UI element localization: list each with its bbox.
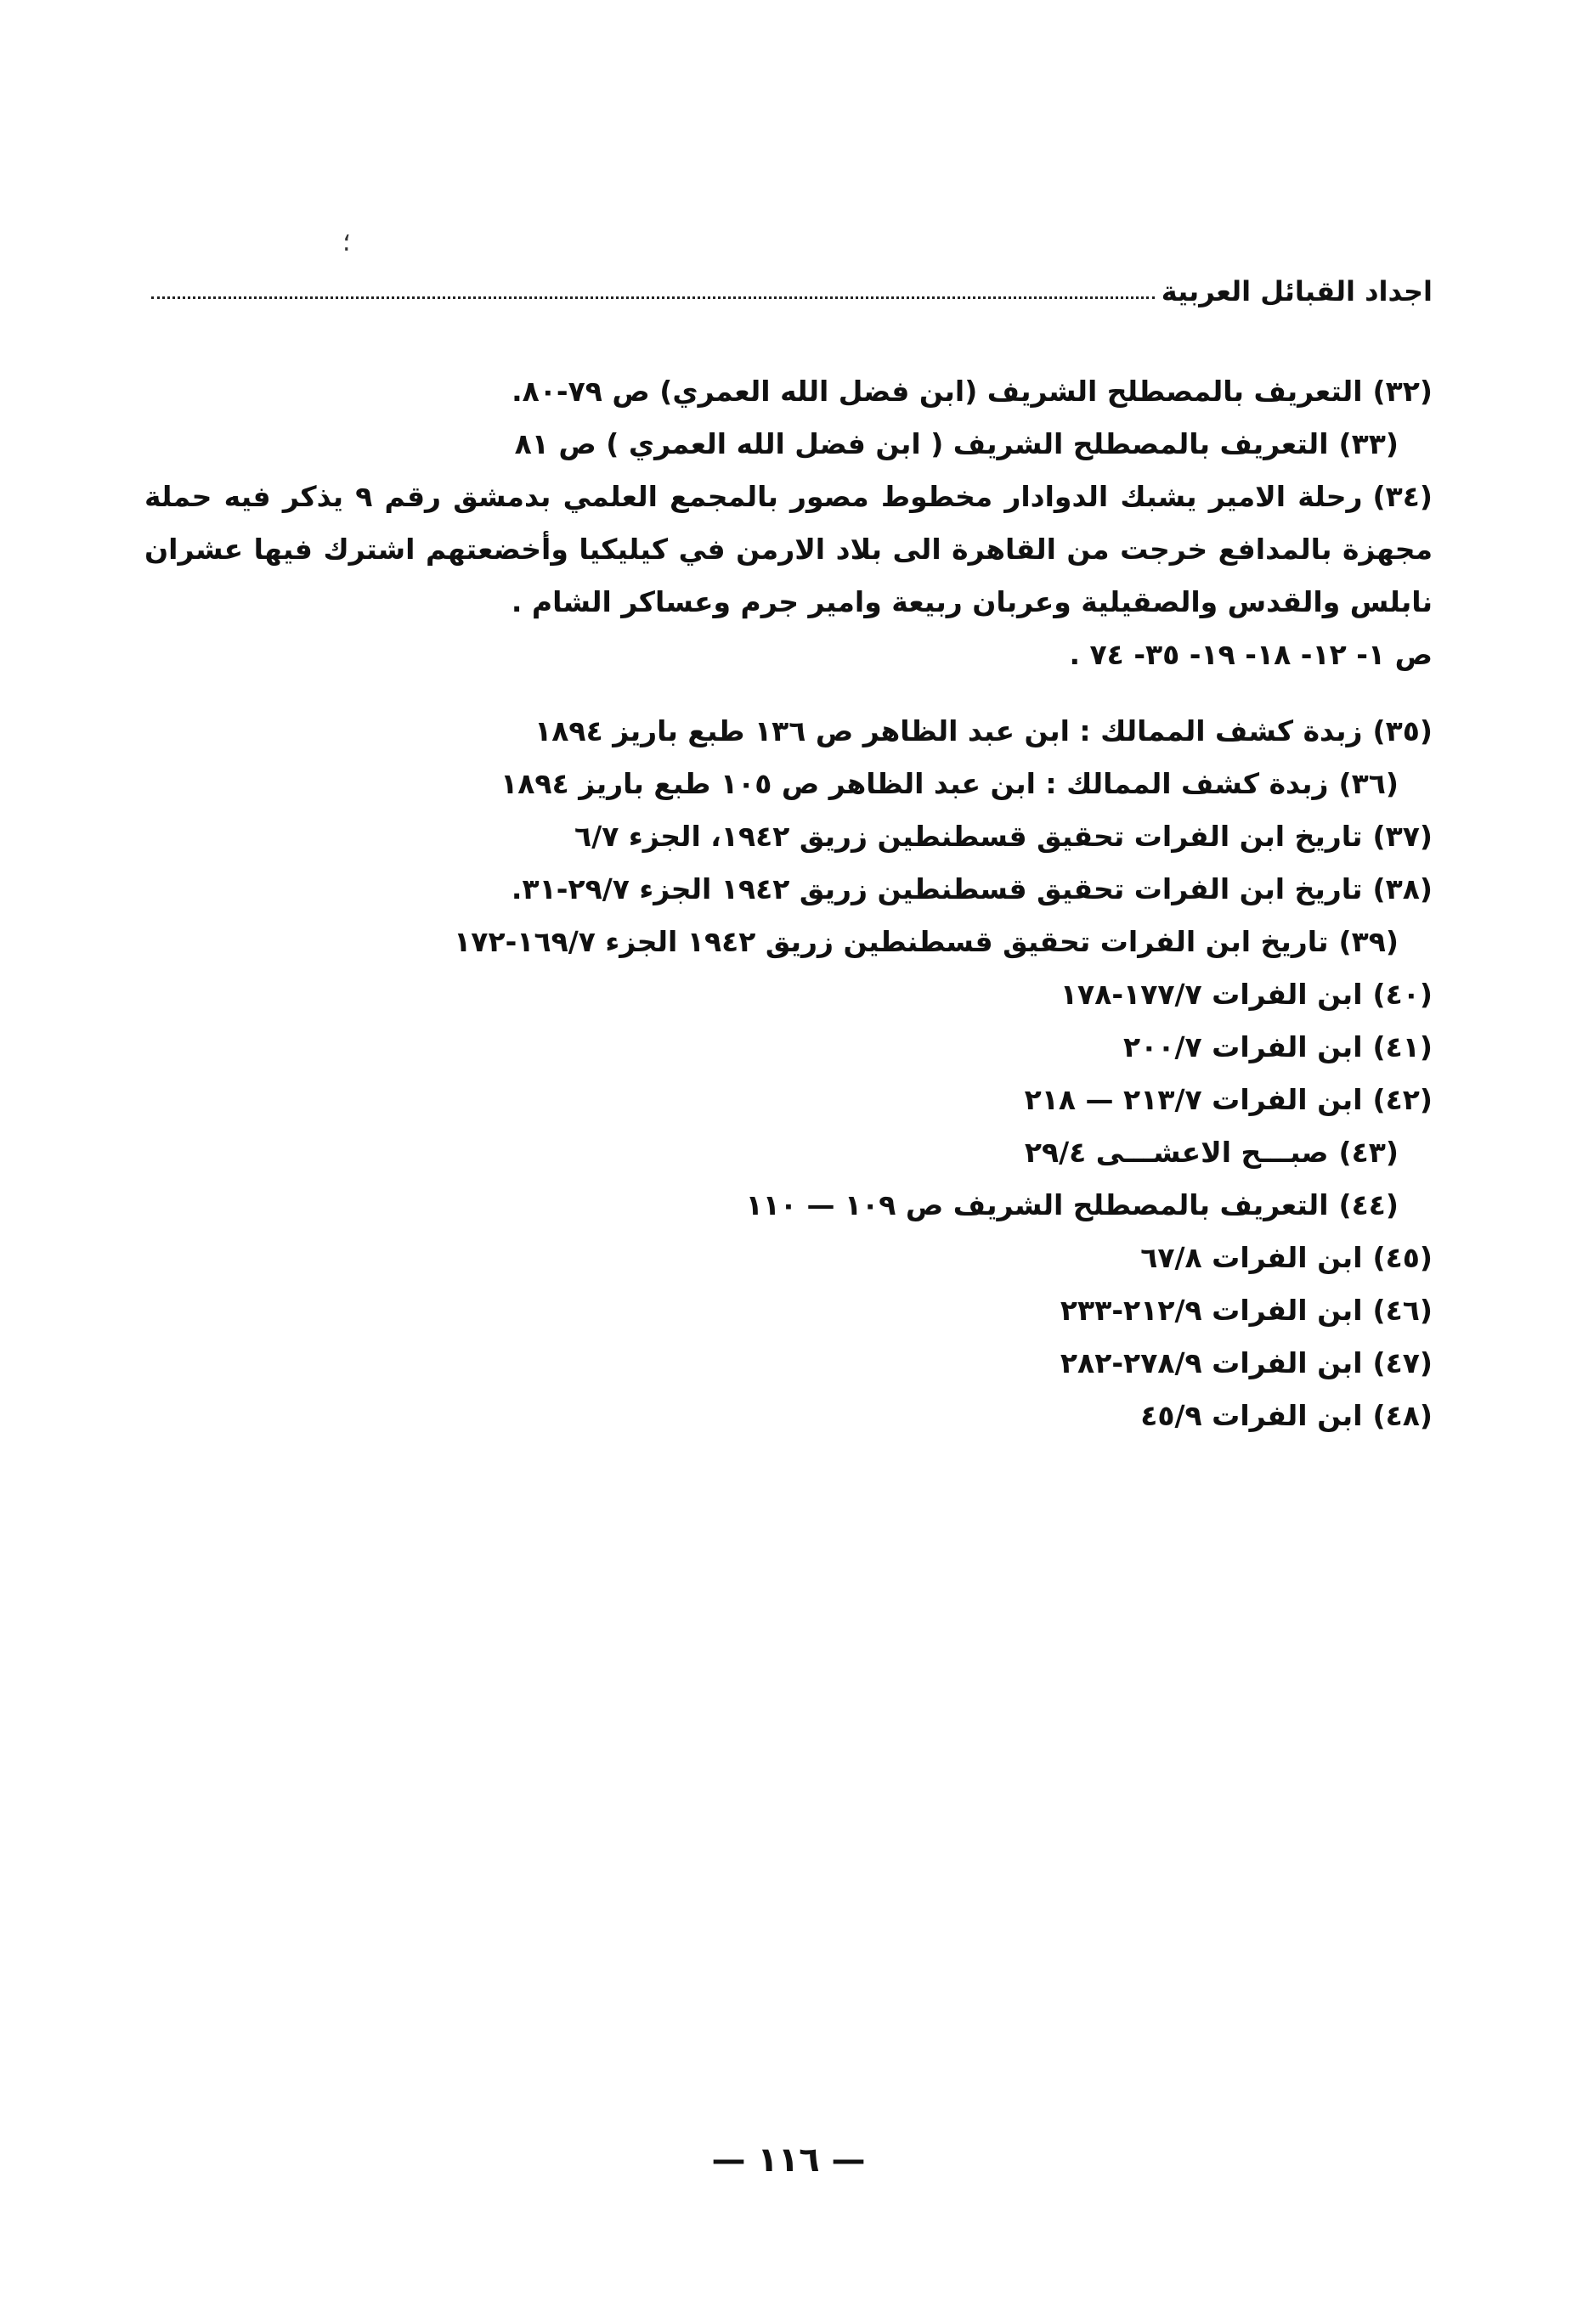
footnote-number: (٣٢) (1372, 375, 1433, 408)
header-dotted-leader (151, 296, 1155, 299)
footnote-41 (144, 1021, 1433, 1074)
running-header-title: اجداد القبائل العربية (1161, 275, 1433, 307)
footnote-48 (144, 1390, 1433, 1442)
footnote-number: (٣٧) (1372, 820, 1433, 853)
footnote-36 (144, 758, 1433, 810)
footnote-number: (٤١) (1372, 1030, 1433, 1063)
footnote-text: ابن الفرات ١٧٧/٧-١٧٨ (1060, 978, 1363, 1011)
footnote-number: (٣٦) (1338, 767, 1399, 800)
footnote-text: ابن الفرات ٢١٢/٩-٢٣٣ (1060, 1294, 1363, 1327)
footnote-text: زبدة كشف الممالك : ابن عبد الظاهر ص ١٠٥ طبع باريز ١٨٩٤ (500, 767, 1329, 800)
footnote-number: (٤٥) (1372, 1241, 1433, 1274)
footnote-47 (144, 1337, 1433, 1390)
footnote-number: (٤٦) (1372, 1294, 1433, 1327)
footnote-text: ص ١- ١٢- ١٨- ١٩- ٣٥- ٧٤ . (1069, 638, 1433, 671)
footnotes (144, 365, 1433, 1442)
footnote-text: تاريخ ابن الفرات تحقيق قسطنطين زريق ١٩٤٢ الجزء ١٦٩/٧-١٧٢ (454, 925, 1329, 958)
footnote-text: ابن الفرات ٦٧/٨ (1140, 1241, 1363, 1274)
footnote-39 (144, 916, 1433, 968)
footnote-text: التعريف بالمصطلح الشريف ص ١٠٩ — ١١٠ (745, 1188, 1329, 1221)
footnote-text: التعريف بالمصطلح الشريف (ابن فضل الله العمري) ص ٧٩-٨٠. (512, 375, 1363, 408)
page-number: — ١١٦ — (711, 2141, 866, 2180)
footnote-32 (144, 365, 1433, 418)
footnote-text: ابن الفرات ٢٧٨/٩-٢٨٢ (1060, 1346, 1363, 1379)
footnote-38 (144, 863, 1433, 916)
footnote-text: ابن الفرات ٢٠٠/٧ (1123, 1030, 1363, 1063)
footnote-number: (٤٤) (1338, 1188, 1399, 1221)
footnote-number: (٣٩) (1338, 925, 1399, 958)
footnote-number: (٣٨) (1372, 872, 1433, 905)
footnote-46 (144, 1284, 1433, 1337)
footnote-number: (٣٣) (1338, 427, 1399, 460)
footnote-45 (144, 1232, 1433, 1284)
footnote-number: (٤٨) (1372, 1399, 1433, 1432)
footnote-text: التعريف بالمصطلح الشريف ( ابن فضل الله العمري ) ص ٨١ (514, 427, 1329, 460)
footnote-number: (٤٠) (1372, 978, 1433, 1011)
footnote-42 (144, 1074, 1433, 1126)
footnote-number: (٤٣) (1338, 1136, 1399, 1169)
footnote-text: ابن الفرات ٢١٣/٧ — ٢١٨ (1024, 1083, 1363, 1116)
footnote-list (144, 705, 1433, 1442)
footnote-37 (144, 810, 1433, 863)
footnote-text: تاريخ ابن الفرات تحقيق قسطنطين زريق ١٩٤٢ الجزء ٢٩/٧-٣١. (511, 872, 1363, 905)
footnote-number: (٤٧) (1372, 1346, 1433, 1379)
stray-mark: ؛ (342, 228, 351, 257)
footnote-number: (٤٢) (1372, 1083, 1433, 1116)
footnote-43 (144, 1126, 1433, 1179)
footnote-text: رحلة الامير يشبك الدوادار مخطوط مصور بالمجمع العلمي بدمشق رقم ٩ يذكر فيه حملة مجهزة بالمدافع خرجت من القاهرة الى بلاد الارمن في كيليكيا وأخضعتهم اشترك فيها عشران نابلس والقدس والصقيلية وعربان ربيعة وامير جرم وعساكر الشام . (144, 480, 1433, 618)
footnote-text: زبدة كشف الممالك : ابن عبد الظاهر ص ١٣٦ طبع باريز ١٨٩٤ (534, 714, 1363, 747)
footnote-33 (144, 418, 1433, 471)
footnote-text: تاريخ ابن الفرات تحقيق قسطنطين زريق ١٩٤٢، الجزء ٦/٧ (574, 820, 1363, 853)
running-header (151, 265, 1433, 307)
footnote-text: صبـــح الاعشـــى ٢٩/٤ (1024, 1136, 1329, 1169)
footnote-34-pages (144, 629, 1433, 681)
footnote-34 (144, 471, 1433, 629)
footnote-35 (144, 705, 1433, 758)
footnote-number: (٣٤) (1372, 480, 1433, 513)
footnote-40 (144, 968, 1433, 1021)
footnote-number: (٣٥) (1372, 714, 1433, 747)
footnote-text: ابن الفرات ٤٥/٩ (1140, 1399, 1363, 1432)
footnote-44 (144, 1179, 1433, 1232)
